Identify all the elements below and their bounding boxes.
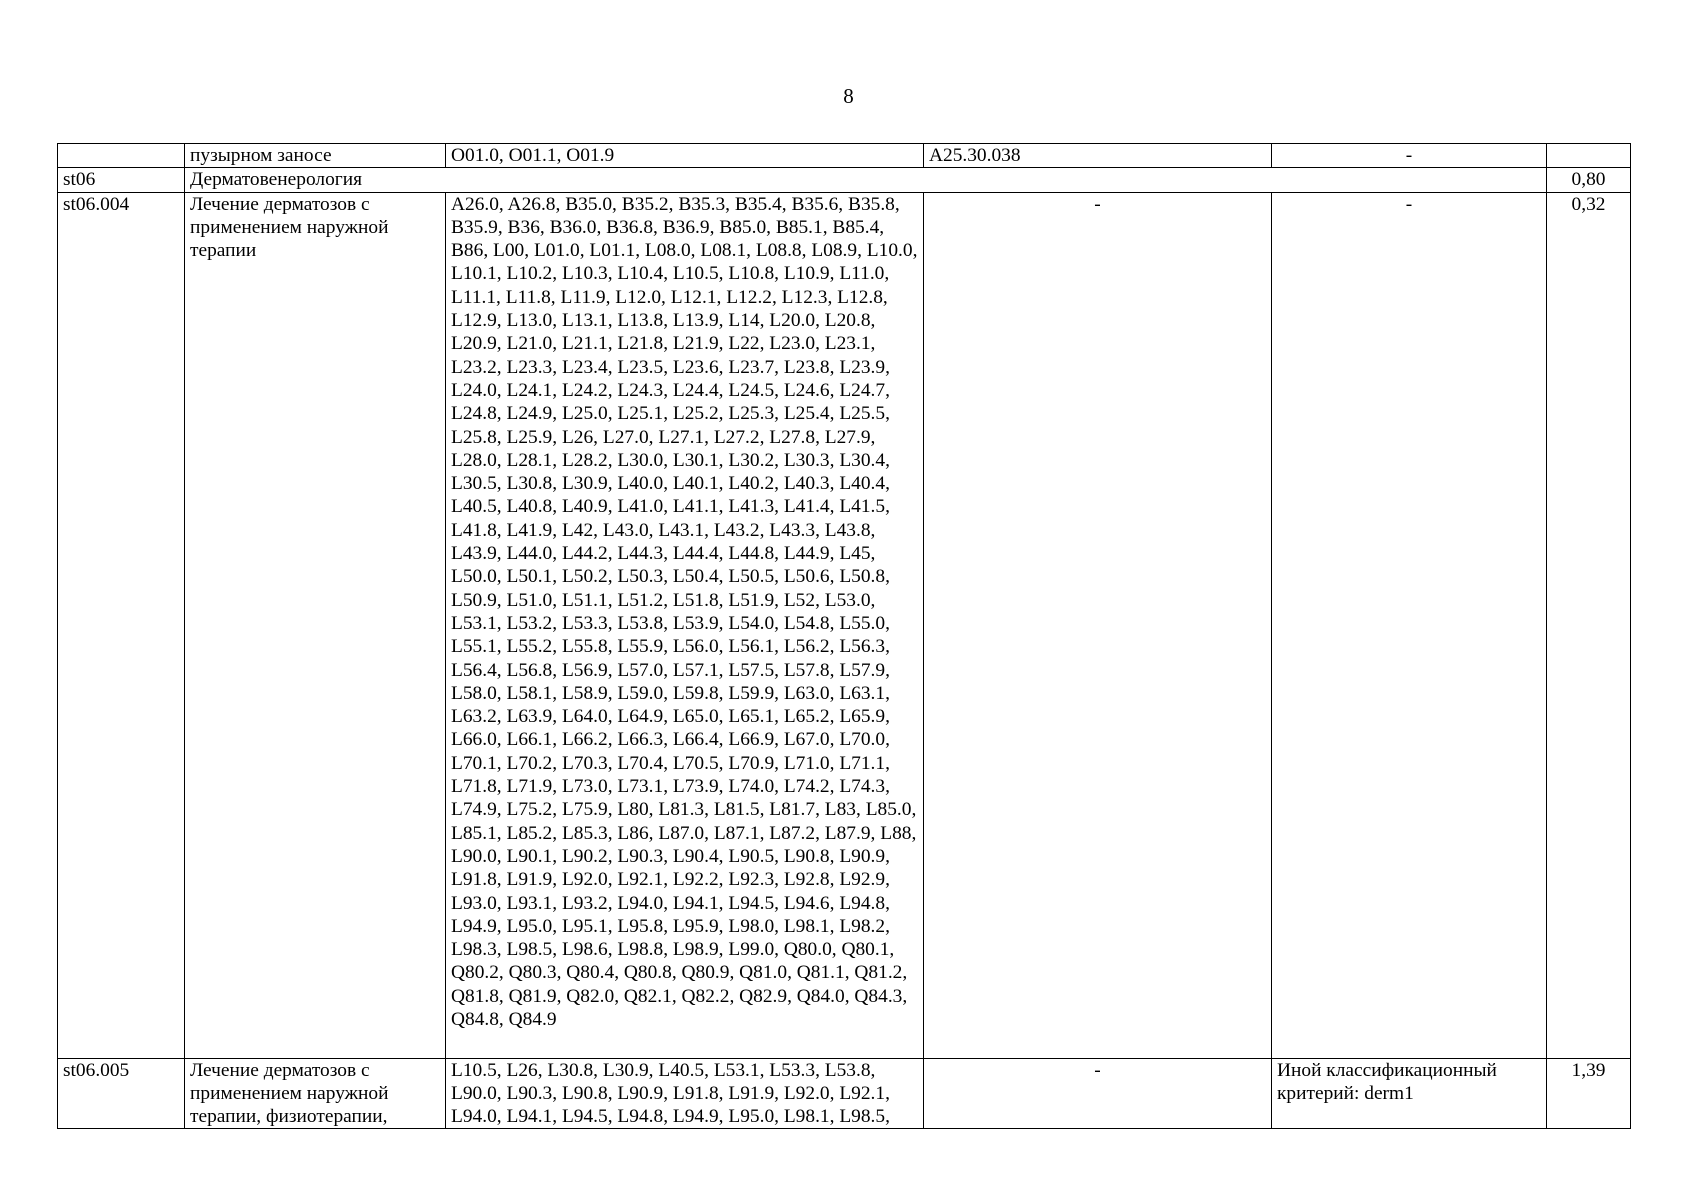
row-name: Лечение дерматозов с применением наружной терапии [185,192,446,1058]
table-row [58,192,1631,1058]
row-criteria: - [1272,192,1547,1058]
section-coefficient: 0,80 [1547,168,1631,192]
section-name: Дерматовенерология [185,168,1547,192]
table-row-section [58,168,1631,192]
row-name: пузырном заносе [185,144,446,168]
row-services: - [924,1058,1272,1129]
row-services: A25.30.038 [924,144,1272,168]
row-services: - [924,192,1272,1058]
tariff-table [57,143,1631,1129]
row-coefficient: 0,32 [1547,192,1631,1058]
row-code [58,144,185,168]
row-diagnoses: A26.0, A26.8, B35.0, B35.2, B35.3, B35.4, B35.6, B35.8, B35.9, B36, B36.0, B36.8, B36.9, B85.0, B85.1, B85.4, B86, L00, L01.0, L01.1, L08.0, L08.1, L08.8, L08.9, L10.0, L10.1, L10.2, L10.3, L10.4, L10.5, L10.8, L10.9, L11.0, L11.1, L11.8, L11.9, L12.0, L12.1, L12.2, L12.3, L12.8, L12.9, L13.0, L13.1, L13.8, L13.9, L14, L20.0, L20.8, L20.9, L21.0, L21.1, L21.8, L21.9, L22, L23.0, L23.1, L23.2, L23.3, L23.4, L23.5, L23.6, L23.7, L23.8, L23.9, L24.0, L24.1, L24.2, L24.3, L24.4, L24.5, L24.6, L24.7, L24.8, L24.9, L25.0, L25.1, L25.2, L25.3, L25.4, L25.5, L25.8, L25.9, L26, L27.0, L27.1, L27.2, L27.8, L27.9, L28.0, L28.1, L28.2, L30.0, L30.1, L30.2, L30.3, L30.4, L30.5, L30.8, L30.9, L40.0, L40.1, L40.2, L40.3, L40.4, L40.5, L40.8, L40.9, L41.0, L41.1, L41.3, L41.4, L41.5, L41.8, L41.9, L42, L43.0, L43.1, L43.2, L43.3, L43.8, L43.9, L44.0, L44.2, L44.3, L44.4, L44.8, L44.9, L45, L50.0, L50.1, L50.2, L50.3, L50.4, L50.5, L50.6, L50.8, L50.9, L51.0, L51.1, L51.2, L51.8, L51.9, L52, L53.0, L53.1, L53.2, L53.3, L53.8, L53.9, L54.0, L54.8, L55.0, L55.1, L55.2, L55.8, L55.9, L56.0, L56.1, L56.2, L56.3, L56.4, L56.8, L56.9, L57.0, L57.1, L57.5, L57.8, L57.9, L58.0, L58.1, L58.9, L59.0, L59.8, L59.9, L63.0, L63.1, L63.2, L63.9, L64.0, L64.9, L65.0, L65.1, L65.2, L65.9, L66.0, L66.1, L66.2, L66.3, L66.4, L66.9, L67.0, L70.0, L70.1, L70.2, L70.3, L70.4, L70.5, L70.9, L71.0, L71.1, L71.8, L71.9, L73.0, L73.1, L73.9, L74.0, L74.2, L74.3, L74.9, L75.2, L75.9, L80, L81.3, L81.5, L81.7, L83, L85.0, L85.1, L85.2, L85.3, L86, L87.0, L87.1, L87.2, L87.9, L88, L90.0, L90.1, L90.2, L90.3, L90.4, L90.5, L90.8, L90.9, L91.8, L91.9, L92.0, L92.1, L92.2, L92.3, L92.8, L92.9, L93.0, L93.1, L93.2, L94.0, L94.1, L94.5, L94.6, L94.8, L94.9, L95.0, L95.1, L95.8, L95.9, L98.0, L98.1, L98.2, L98.3, L98.5, L98.6, L98.8, L98.9, L99.0, Q80.0, Q80.1, Q80.2, Q80.3, Q80.4, Q80.8, Q80.9, Q81.0, Q81.1, Q81.2, Q81.8, Q81.9, Q82.0, Q82.1, Q82.2, Q82.9, Q84.0, Q84.3, Q84.8, Q84.9 [446,192,924,1058]
row-code: st06.005 [58,1058,185,1129]
table-row [58,144,1631,168]
row-coefficient: 1,39 [1547,1058,1631,1129]
row-criteria: Иной классификационный критерий: derm1 [1272,1058,1547,1129]
row-diagnoses: O01.0, O01.1, O01.9 [446,144,924,168]
section-code: st06 [58,168,185,192]
row-coefficient [1547,144,1631,168]
table-row [58,1058,1631,1129]
row-diagnoses: L10.5, L26, L30.8, L30.9, L40.5, L53.1, L53.3, L53.8, L90.0, L90.3, L90.8, L90.9, L91.8, L91.9, L92.0, L92.1, L94.0, L94.1, L94.5, L94.8, L94.9, L95.0, L98.1, L98.5, [446,1058,924,1129]
row-code: st06.004 [58,192,185,1058]
row-name: Лечение дерматозов с применением наружной терапии, физиотерапии, [185,1058,446,1129]
row-criteria: - [1272,144,1547,168]
page-number: 8 [843,84,854,108]
